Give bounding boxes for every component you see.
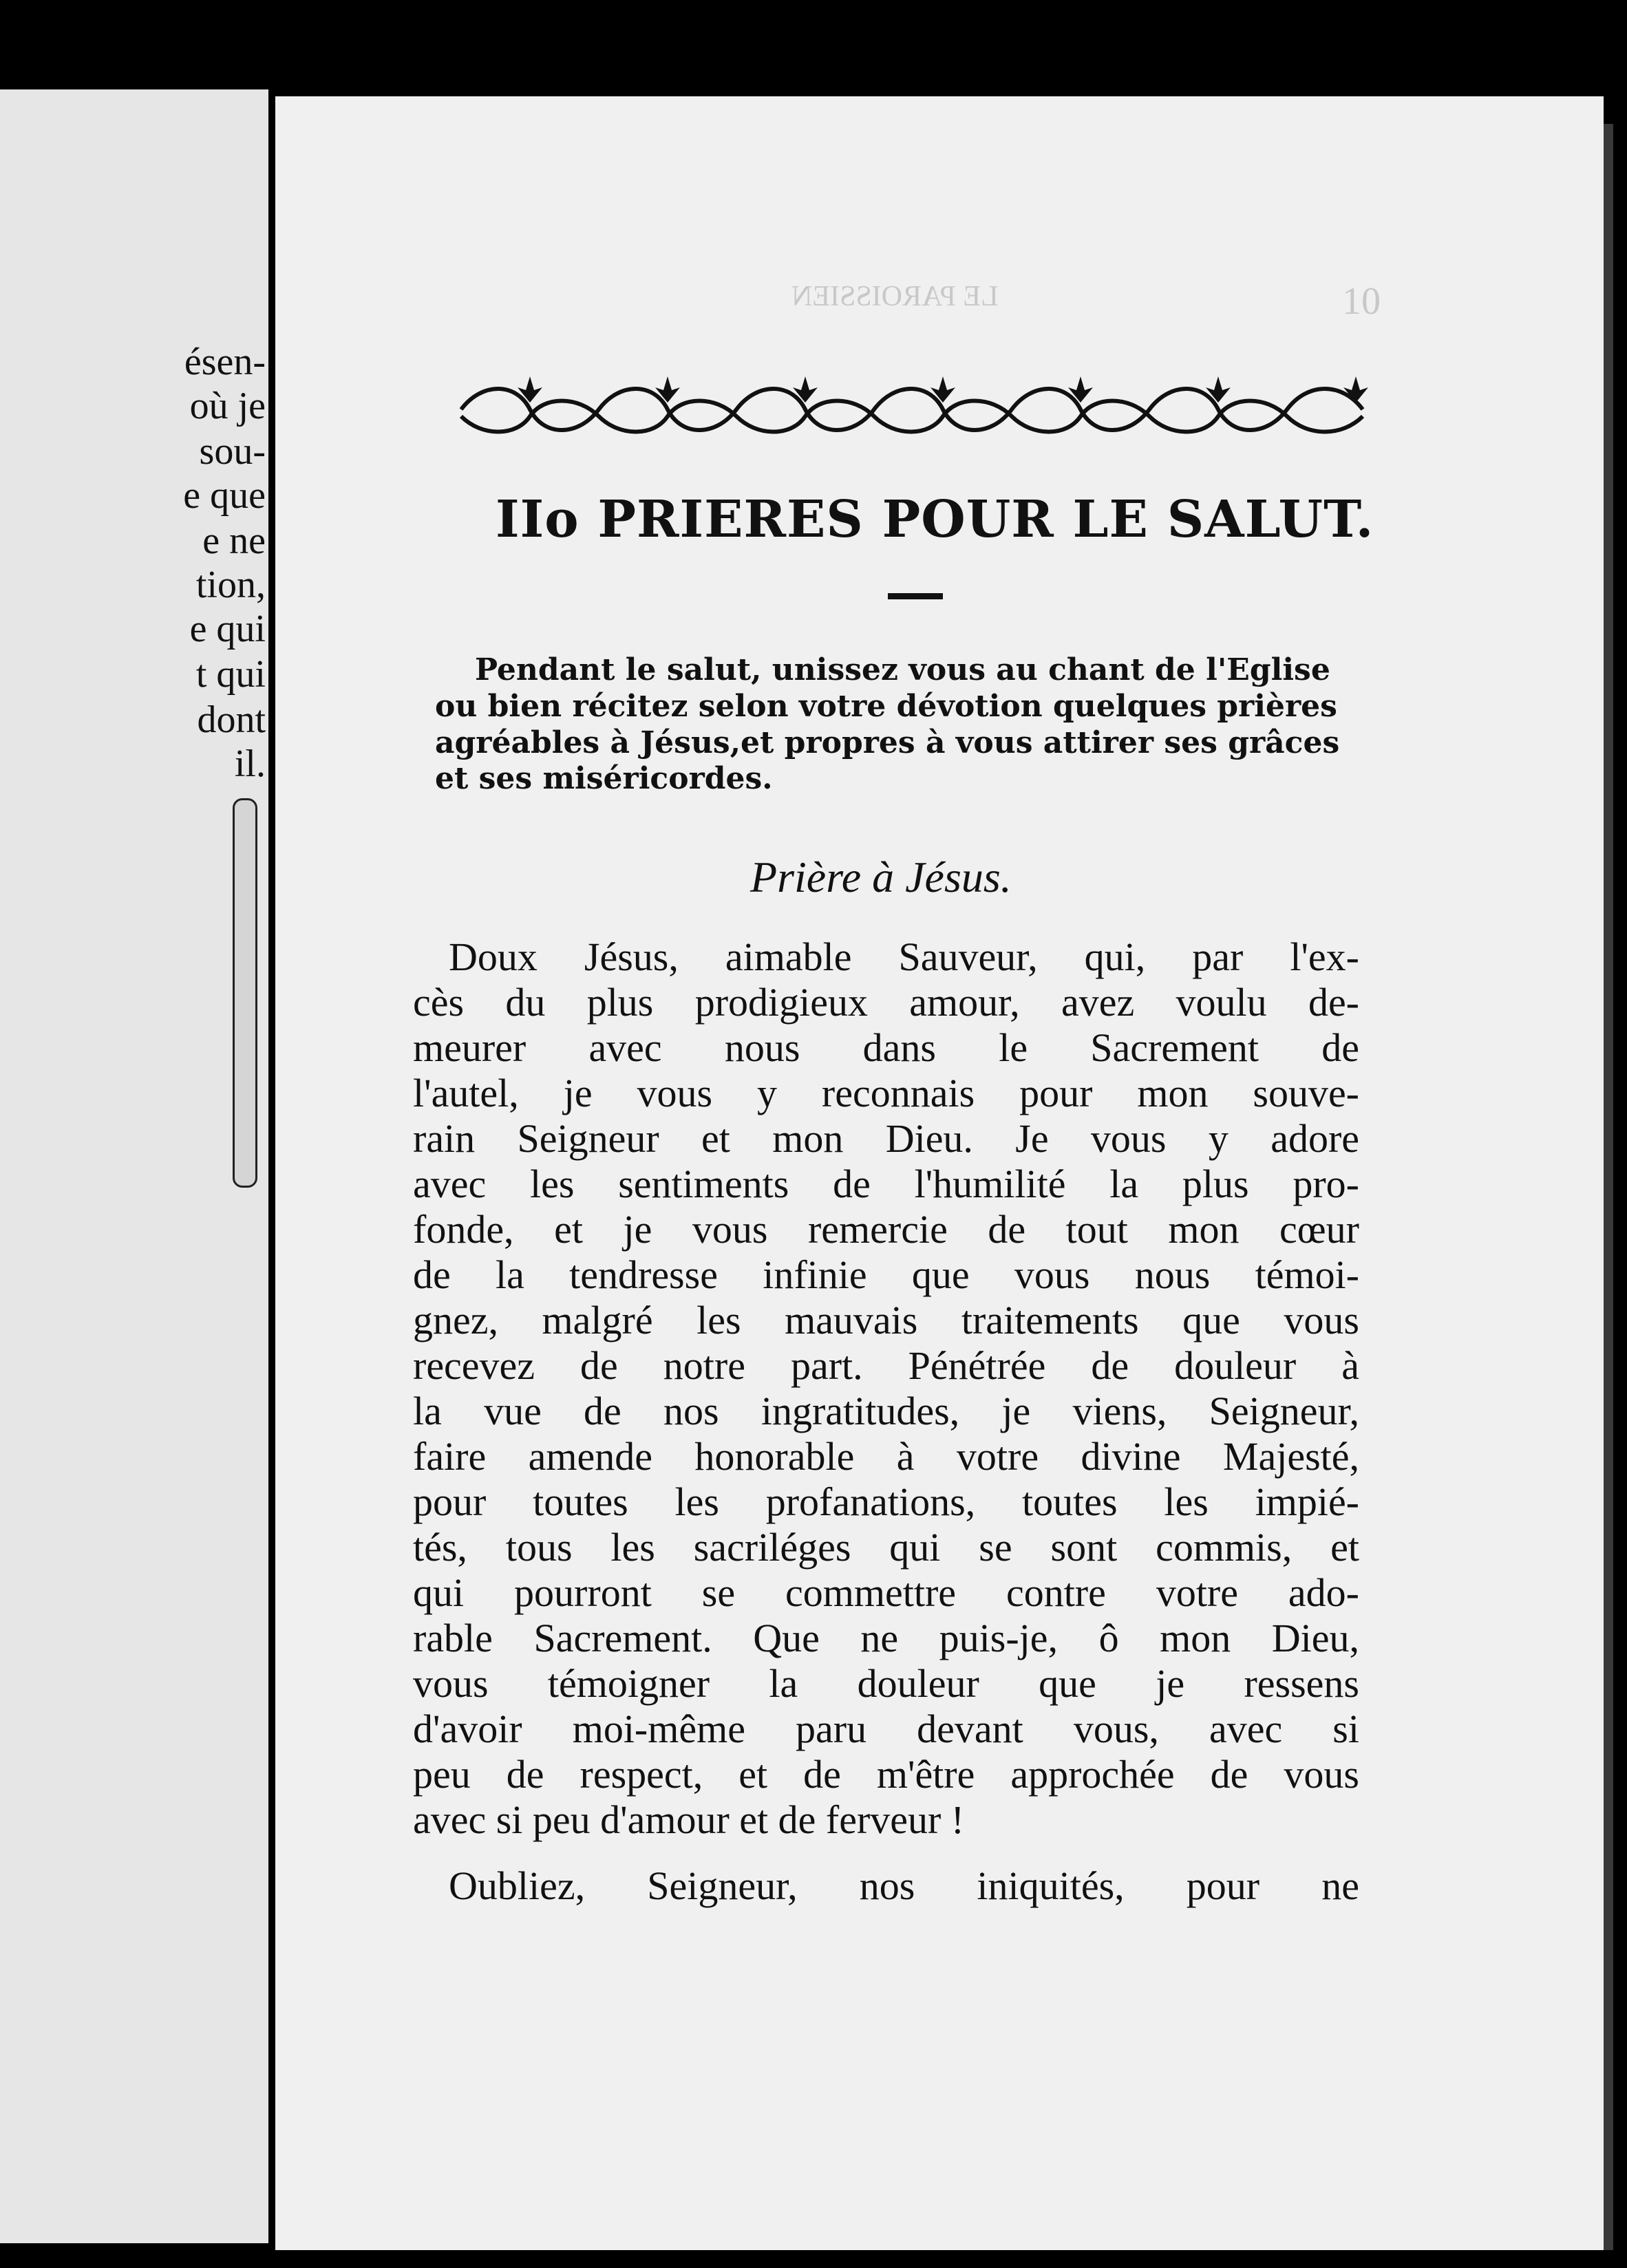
prayer-line: meurer avec nous dans le Sacrement de: [413, 1025, 1359, 1070]
prayer-line: la vue de nos ingratitudes, je viens, Seigneur,: [413, 1389, 1359, 1433]
intro-line: Pendant le salut, unissez vous au chant de l'Eglise: [475, 652, 1330, 687]
prayer-line: avec si peu d'amour et de ferveur !: [413, 1797, 965, 1842]
bleed-page-number: 10: [1342, 280, 1381, 323]
prayer-line: pour toutes les profanations, toutes les impié-: [413, 1479, 1359, 1524]
prayer-line: vous témoigner la douleur que je ressens: [413, 1661, 1359, 1706]
prayer-line: Doux Jésus, aimable Sauveur, qui, par l'ex-: [449, 934, 1359, 979]
prayer-line: qui pourront se commettre contre votre ado-: [413, 1570, 1359, 1615]
prayer-line: recevez de notre part. Pénétrée de douleur à: [413, 1343, 1359, 1388]
left-page-fragment: [0, 89, 268, 2243]
prayer-line: gnez, malgré les mauvais traitements que vous: [413, 1298, 1359, 1342]
prayer-title: Prière à Jésus.: [750, 853, 1012, 901]
left-page-line: dont: [197, 698, 266, 741]
left-page-line: il.: [234, 742, 266, 785]
title-dash: [888, 593, 943, 599]
left-page-line: sou-: [199, 430, 266, 473]
prayer-line: l'autel, je vous y reconnais pour mon souve-: [413, 1071, 1359, 1115]
left-page-line: e que: [183, 474, 266, 517]
left-page-line: t qui: [195, 653, 266, 696]
prayer-line: peu de respect, et de m'être approchée de vous: [413, 1752, 1359, 1797]
intro-line: et ses miséricordes.: [435, 761, 773, 796]
left-page-line: tion,: [195, 564, 266, 606]
section-title: IIo PRIERES POUR LE SALUT.: [496, 490, 1374, 549]
left-page-line: ésen-: [184, 341, 266, 383]
bleed-running-head: LE PAROISSIEN: [791, 281, 999, 312]
prayer-line: rable Sacrement. Que ne puis-je, ô mon Dieu,: [413, 1616, 1359, 1660]
page-binding: [233, 798, 257, 1188]
prayer-line: fonde, et je vous remercie de tout mon cœur: [413, 1207, 1359, 1252]
prayer-line: faire amende honorable à votre divine Majesté,: [413, 1434, 1359, 1479]
prayer-line: de la tendresse infinie que vous nous témoi-: [413, 1252, 1359, 1297]
prayer-line: cès du plus prodigieux amour, avez voulu de-: [413, 980, 1359, 1025]
intro-line: agréables à Jésus,et propres à vous attirer ses grâces: [435, 725, 1340, 760]
prayer-line: rain Seigneur et mon Dieu. Je vous y adore: [413, 1116, 1359, 1161]
prayer-line: Oubliez, Seigneur, nos iniquités, pour ne: [449, 1863, 1359, 1908]
prayer-line: tés, tous les sacriléges qui se sont commis, et: [413, 1525, 1359, 1570]
left-page-line: e qui: [189, 608, 266, 650]
intro-line: ou bien récitez selon votre dévotion quelques prières: [435, 689, 1337, 724]
ornament-divider-icon: [454, 375, 1376, 437]
left-page-line: où je: [189, 385, 266, 427]
page-edge: [1604, 124, 1613, 2250]
prayer-line: avec les sentiments de l'humilité la plus pro-: [413, 1162, 1359, 1206]
prayer-line: d'avoir moi-même paru devant vous, avec si: [413, 1707, 1359, 1751]
left-page-line: e ne: [202, 520, 266, 562]
